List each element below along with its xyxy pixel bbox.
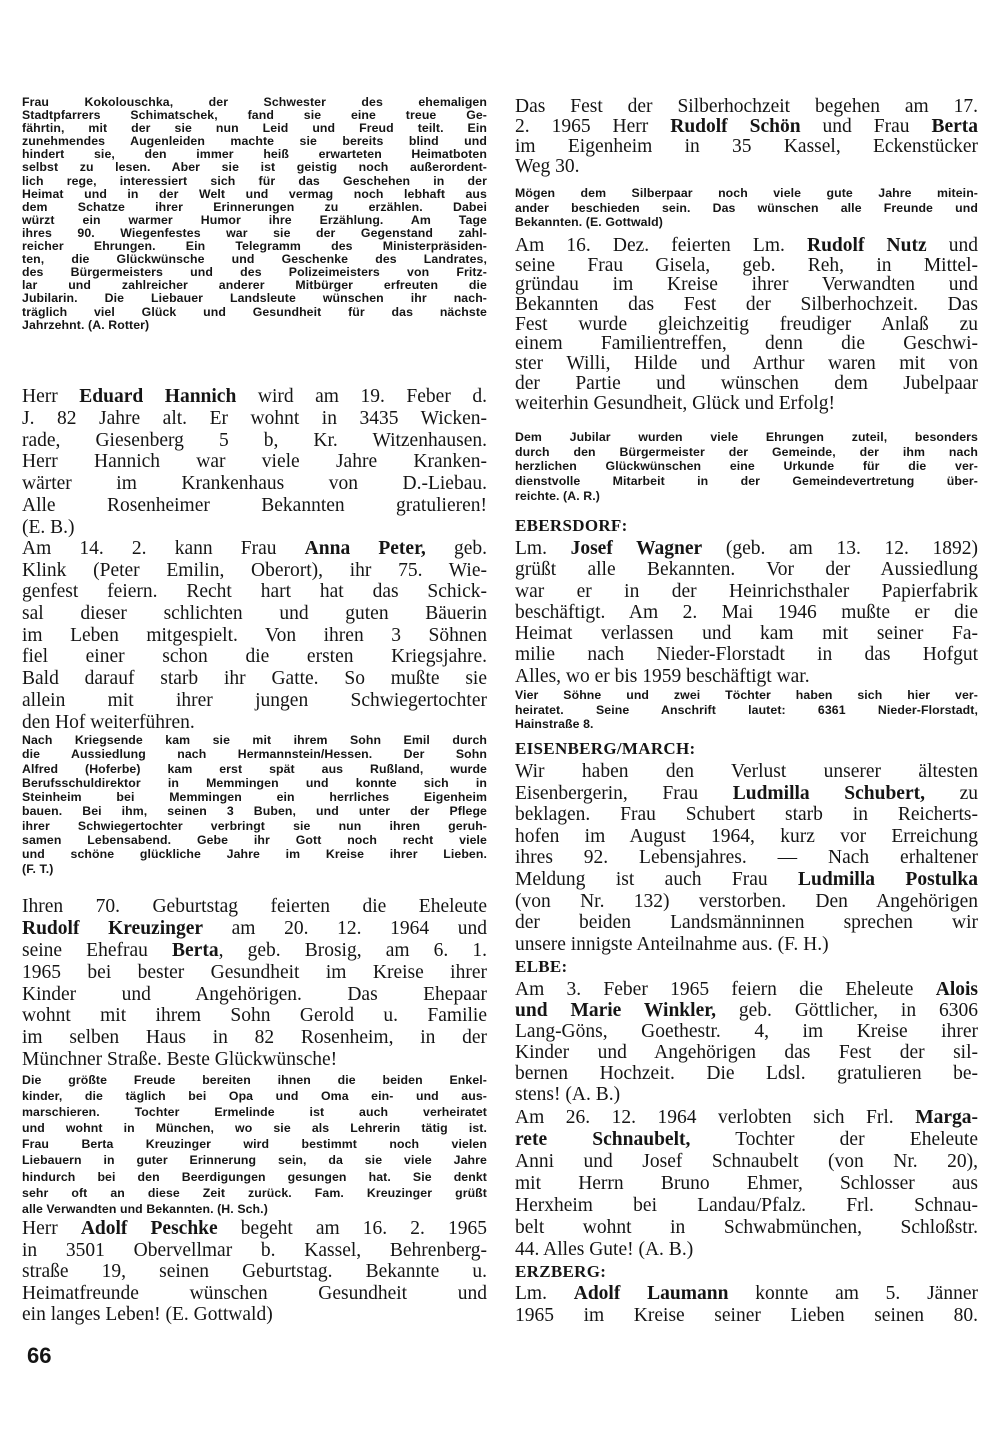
section-heading bbox=[515, 516, 978, 536]
text-line bbox=[22, 1185, 487, 1201]
text-segment: Herxheim bei Landau/Pfalz. Frl. Schnau- bbox=[515, 1195, 978, 1216]
text-segment: in 3501 Obervellmar b. Kassel, Behrenberg- bbox=[22, 1239, 487, 1261]
name-highlight: rete Schnaubelt, bbox=[515, 1129, 691, 1150]
text-segment: Liebauern in guter Erinnerung sein, da sie viele Jahre bbox=[22, 1153, 487, 1168]
text-segment: beklagen. Frau Schubert starb in Reicherts- bbox=[515, 804, 978, 826]
text-segment: weiterhin Gesundheit, Glück und Erfolg! bbox=[515, 392, 836, 414]
text-line bbox=[22, 1304, 487, 1326]
text-line bbox=[22, 603, 487, 625]
text-line bbox=[515, 1021, 978, 1042]
text-line bbox=[515, 516, 978, 536]
text-segment: die Aussiedlung nach Hermannstein/Hessen. Der Sohn bbox=[22, 747, 487, 762]
text-segment: des Bürgermeisters und des Polizeimeisters von Fritz- bbox=[22, 265, 487, 280]
text-segment: selbst zu lesen. Aber sie ist geistig noch außerordent- bbox=[22, 160, 487, 175]
text-segment: heiratet. Seine Anschrift lautet: 6361 Nieder-Florstadt, bbox=[515, 702, 978, 717]
text-line bbox=[22, 804, 487, 818]
text-segment: dienstvolle Mitarbeit in der Gemeindevertretung über- bbox=[515, 474, 978, 489]
text-line bbox=[515, 1283, 978, 1305]
text-segment: war er in der Heinrichsthaler Papierfabrik bbox=[515, 580, 978, 602]
text-segment: Am 26. 12. 1964 verlobten sich Frl. bbox=[515, 1107, 916, 1128]
text-line bbox=[22, 862, 487, 876]
text-line bbox=[515, 623, 978, 644]
text-segment: Kinder und Angehörigen. Das Ehepaar bbox=[22, 983, 487, 1005]
text-segment: (geb. am 13. 12. 1892) bbox=[702, 538, 978, 559]
text-segment: und Frau bbox=[800, 116, 932, 137]
text-segment: Bekannten das Fest der Silberhochzeit. Das bbox=[515, 294, 978, 316]
text-line bbox=[515, 1173, 978, 1195]
text-line bbox=[515, 717, 978, 732]
text-line bbox=[22, 733, 487, 747]
text-segment: der beiden Landsmänninnen sprechen wir bbox=[515, 912, 978, 934]
text-line bbox=[515, 1129, 978, 1151]
article-paragraph bbox=[515, 1107, 978, 1261]
text-segment: (von Nr. 132) verstorben. Den Angehörigen bbox=[515, 890, 978, 912]
text-segment: (E. B.) bbox=[22, 516, 75, 538]
text-line bbox=[22, 1261, 487, 1283]
article-paragraph bbox=[515, 538, 978, 687]
section-heading bbox=[515, 957, 978, 977]
text-segment: wärter im Krankenhaus von D.-Liebau. bbox=[22, 473, 487, 495]
text-segment: Bald darauf starb ihr Gatte. So mußte sie bbox=[22, 668, 487, 690]
text-segment: im Eigenheim in 35 Kassel, Eckenstücker bbox=[515, 136, 978, 157]
text-segment: den Hof weiterführen. bbox=[22, 711, 195, 733]
text-segment: begeht am 16. 2. 1965 bbox=[217, 1218, 487, 1239]
text-line bbox=[22, 495, 487, 517]
text-segment: gründau im Kreise ihrer Verwandten und bbox=[515, 274, 978, 296]
text-segment: Am 14. 2. kann Frau bbox=[22, 538, 305, 559]
text-line bbox=[22, 790, 487, 804]
text-segment: Vier Söhne und zwei Töchter haben sich hier ver- bbox=[515, 688, 978, 702]
text-segment: Klink (Peter Emilin, Oberort), ihr 75. Wie- bbox=[22, 559, 487, 581]
text-line bbox=[22, 962, 487, 984]
text-line bbox=[22, 473, 487, 495]
text-segment: ihres 90. Wiegenfestes war sie der Gegenstand zahl- bbox=[22, 225, 487, 240]
text-segment: träglich viel Glück und Gesundheit für das nächste bbox=[22, 304, 487, 319]
name-highlight: Adolf Laumann bbox=[573, 1283, 729, 1304]
name-highlight: Rudolf Nutz bbox=[807, 235, 927, 256]
text-segment: Jahrzehnt. (A. Rotter) bbox=[22, 317, 150, 332]
text-segment: Mögen dem Silberpaar noch viele gute Jahre mitein- bbox=[515, 186, 978, 200]
text-segment: Herr bbox=[22, 386, 80, 407]
text-line bbox=[515, 1305, 978, 1327]
text-line bbox=[22, 747, 487, 761]
text-segment: Heimat und in der Welt und vermag noch lebhaft aus bbox=[22, 186, 487, 201]
text-line bbox=[515, 602, 978, 623]
article-paragraph bbox=[515, 236, 978, 413]
text-segment: konnte am 5. Jänner bbox=[728, 1283, 978, 1304]
text-segment: Stadtpfarrers Schimatschek, fand sie eine treue Ge- bbox=[22, 108, 487, 123]
name-highlight: Berta bbox=[172, 939, 219, 961]
text-segment: , geb. Brosig, am 6. 1. bbox=[218, 939, 488, 961]
name-highlight: Alois bbox=[935, 979, 978, 1000]
text-segment: grüßt alle Bekannten. Vor der Aussiedlung bbox=[515, 559, 978, 581]
text-segment: einem Familientreffen, denn die Geschwi- bbox=[515, 333, 978, 355]
text-segment: Lang-Göns, Goethestr. 4, im Kreise ihrer bbox=[515, 1021, 978, 1042]
text-segment: samen Lebensabend. Gebe ihr Gott noch recht viele bbox=[22, 833, 487, 848]
text-segment: Dem Jubilar wurden viele Ehrungen zuteil, besonders bbox=[515, 430, 978, 444]
text-segment: Heimatfreunde wünschen Gesundheit und bbox=[22, 1282, 487, 1304]
text-line bbox=[515, 459, 978, 474]
text-line bbox=[22, 1283, 487, 1305]
text-line bbox=[515, 891, 978, 913]
article-paragraph bbox=[515, 761, 978, 955]
text-segment: 2. 1965 Herr bbox=[515, 116, 671, 137]
text-line bbox=[515, 315, 978, 335]
article-paragraph bbox=[22, 1218, 487, 1326]
text-segment: wird am 19. Feber d. bbox=[236, 386, 488, 407]
text-line bbox=[515, 1239, 978, 1261]
text-segment: seine Ehefrau bbox=[22, 939, 173, 961]
text-line bbox=[22, 538, 487, 560]
text-segment: hofen im August 1964, kurz vor Erreichung bbox=[515, 825, 978, 847]
text-line bbox=[515, 445, 978, 460]
name-highlight: Adolf Peschke bbox=[80, 1218, 218, 1239]
name-highlight: Rudolf Schön bbox=[670, 116, 801, 137]
text-line bbox=[515, 201, 978, 216]
note-paragraph bbox=[515, 430, 978, 503]
text-segment: J. 82 Jahre alt. Er wohnt in 3435 Wicken- bbox=[22, 407, 487, 429]
text-segment: Jubilarin. Die Liebauer Landsleute wünschen ihr nach- bbox=[22, 291, 487, 306]
text-segment: geb. bbox=[425, 538, 487, 559]
text-segment: Frau Berta Kreuzinger wird bestimmt noch vielen bbox=[22, 1137, 487, 1152]
text-segment: reicher Ehrungen. Ein Telegramm des Ministerpräsiden- bbox=[22, 239, 487, 254]
text-line bbox=[22, 847, 487, 861]
text-segment: fiel einer schon die ersten Kriegsjahre. bbox=[22, 646, 487, 668]
text-segment: unsere innigste Anteilnahme aus. (F. H.) bbox=[515, 933, 829, 955]
section-heading bbox=[515, 1262, 978, 1282]
text-line bbox=[515, 354, 978, 374]
text-segment: Wir haben den Verlust unserer ältesten bbox=[515, 761, 978, 782]
text-segment: Nach Kriegsende kam sie mit ihrem Sohn Emil durch bbox=[22, 733, 487, 747]
text-line bbox=[515, 394, 978, 414]
text-segment: straße 19, seinen Geburtstag. Bekannte u. bbox=[22, 1261, 487, 1282]
article-paragraph bbox=[515, 97, 978, 177]
note-paragraph bbox=[22, 96, 487, 332]
text-line bbox=[515, 117, 978, 137]
text-line bbox=[22, 1120, 487, 1136]
text-line bbox=[22, 918, 487, 940]
text-segment: im Leben mitgespielt. Von ihren 3 Söhnen bbox=[22, 624, 487, 646]
text-line bbox=[22, 1169, 487, 1185]
text-segment: Das Fest der Silberhochzeit begehen am 17. bbox=[515, 96, 978, 117]
text-line bbox=[515, 912, 978, 934]
text-segment: Weg 30. bbox=[515, 156, 580, 177]
text-segment: belt wohnt in Schwabmünchen, Schloßstr. bbox=[515, 1217, 978, 1238]
text-segment: ten, die Glückwünsche und Geschenke des Landrates, bbox=[22, 252, 487, 267]
note-paragraph bbox=[22, 733, 487, 876]
text-line bbox=[515, 1063, 978, 1084]
article-paragraph bbox=[22, 896, 487, 1071]
text-line bbox=[22, 319, 487, 332]
text-segment: Alle Rosenheimer Bekannten gratulieren! bbox=[22, 494, 487, 516]
note-paragraph bbox=[515, 186, 978, 230]
text-segment: am 20. 12. 1964 und bbox=[203, 917, 487, 939]
text-line bbox=[515, 215, 978, 230]
text-segment: ein langes Leben! (E. Gottwald) bbox=[22, 1304, 273, 1325]
text-segment: (F. T.) bbox=[22, 861, 54, 876]
text-segment: alle Verwandten und Bekannten. (H. Sch.) bbox=[22, 1201, 268, 1216]
page-number: 66 bbox=[27, 1343, 52, 1368]
article-paragraph bbox=[22, 538, 487, 733]
text-line bbox=[22, 560, 487, 582]
text-line bbox=[515, 489, 978, 504]
text-line bbox=[515, 957, 978, 977]
text-line bbox=[515, 581, 978, 602]
text-segment: und bbox=[926, 235, 979, 256]
text-segment: Alfred (Hoferbe) kam erst spät aus Rußland, wurde bbox=[22, 761, 487, 776]
text-line bbox=[515, 1000, 978, 1021]
text-segment: Ihren 70. Geburtstag feierten die Eheleute bbox=[22, 896, 487, 917]
text-segment: Lm. bbox=[515, 538, 571, 559]
text-line bbox=[515, 334, 978, 354]
text-line bbox=[515, 186, 978, 201]
text-line bbox=[515, 137, 978, 157]
text-segment: marschieren. Tochter Ermelinde ist auch verheiratet bbox=[22, 1105, 487, 1120]
text-line bbox=[515, 374, 978, 394]
text-line bbox=[22, 896, 487, 918]
text-segment: hindurch bei den Beerdigungen gesungen hat. Sie denkt bbox=[22, 1169, 487, 1184]
text-segment: Fest wurde gleichzeitig freudiger Anlaß zu bbox=[515, 313, 978, 335]
text-segment: Am 16. Dez. feierten Lm. bbox=[515, 235, 807, 256]
text-segment: ander beschieden sein. Das wünschen alle Freunde und bbox=[515, 200, 978, 215]
text-segment: seine Frau Gisela, geb. Reh, in Mittel- bbox=[515, 254, 978, 276]
text-line bbox=[515, 1217, 978, 1239]
text-line bbox=[22, 1218, 487, 1240]
name-highlight: Eduard Hannich bbox=[79, 386, 237, 407]
text-line bbox=[515, 804, 978, 826]
text-segment: zu bbox=[924, 782, 978, 804]
text-line bbox=[22, 1027, 487, 1049]
text-line bbox=[515, 703, 978, 718]
text-segment: stens! (A. B.) bbox=[515, 1084, 621, 1105]
text-line bbox=[515, 97, 978, 117]
name-highlight: Ludmilla Postulka bbox=[798, 868, 979, 890]
name-highlight: Berta bbox=[931, 116, 979, 137]
text-line bbox=[515, 688, 978, 703]
text-line bbox=[22, 386, 487, 408]
text-segment: ster Willi, Hilde und Arthur waren mit von bbox=[515, 353, 978, 375]
text-segment: dem Schatze ihrer Erinnerungen zu erzählen. Dabei bbox=[22, 199, 487, 214]
text-segment: und wohnt in München, wo sie als Lehrerin tätig ist. bbox=[22, 1121, 487, 1136]
text-line bbox=[22, 762, 487, 776]
text-line bbox=[515, 739, 978, 759]
section-heading bbox=[515, 739, 978, 759]
text-line bbox=[515, 256, 978, 276]
text-segment: reichte. (A. R.) bbox=[515, 488, 600, 503]
text-line bbox=[515, 474, 978, 489]
text-line bbox=[22, 517, 487, 539]
text-segment: Tochter der Eheleute bbox=[690, 1129, 978, 1150]
text-line bbox=[22, 1201, 487, 1217]
text-segment: lar und zahlreicher anderer Mitbürger erfreuten die bbox=[22, 278, 487, 293]
text-line bbox=[515, 157, 978, 177]
article-paragraph bbox=[22, 386, 487, 539]
article-paragraph bbox=[515, 979, 978, 1105]
text-line bbox=[22, 408, 487, 430]
text-line bbox=[515, 236, 978, 256]
text-line bbox=[515, 847, 978, 869]
text-segment: wohnt mit ihrem Sohn Gerold u. Familie bbox=[22, 1005, 487, 1027]
text-line bbox=[515, 295, 978, 315]
text-segment: im selben Haus in 82 Rosenheim, in der bbox=[22, 1027, 487, 1049]
article-paragraph bbox=[515, 1283, 978, 1327]
text-line bbox=[22, 1049, 487, 1071]
text-segment: und schöne glückliche Jahre im Kreise ihrer Lieben. bbox=[22, 847, 487, 862]
text-segment: Heimat verlassen und kam mit seiner Fa- bbox=[515, 623, 978, 645]
text-segment: EISENBERG/MARCH: bbox=[515, 739, 696, 758]
text-line bbox=[515, 538, 978, 559]
text-segment: hindert sie, den immer heiß erwarteten Heimatboten bbox=[22, 147, 487, 162]
text-segment: genfest feiern. Recht hart hat das Schick- bbox=[22, 581, 487, 603]
text-segment: milie nach Nieder-Florstadt in das Hofgut bbox=[515, 644, 978, 666]
text-segment: ERZBERG: bbox=[515, 1262, 607, 1281]
name-highlight: Marga- bbox=[915, 1107, 978, 1128]
text-line bbox=[22, 430, 487, 452]
text-segment: herzlichen Glückwünschen eine Urkunde für die ver- bbox=[515, 459, 978, 474]
text-line bbox=[22, 1152, 487, 1168]
text-line bbox=[22, 1104, 487, 1120]
text-line bbox=[515, 979, 978, 1000]
text-line bbox=[22, 984, 487, 1006]
text-segment: ELBE: bbox=[515, 957, 568, 976]
text-line bbox=[515, 1042, 978, 1063]
text-line bbox=[515, 1262, 978, 1282]
text-segment: 44. Alles Gute! (A. B.) bbox=[515, 1239, 694, 1260]
text-segment: ihrer Schwiegertochter verbringt sie nun ihren geruh- bbox=[22, 818, 487, 833]
text-segment: Frau Kokolouschka, der Schwester des ehemaligen bbox=[22, 95, 487, 109]
text-line bbox=[22, 1240, 487, 1262]
text-segment: lich rege, interessiert sich für das Geschehen in der bbox=[22, 173, 487, 188]
text-line bbox=[515, 1195, 978, 1217]
name-highlight: und Marie Winkler, bbox=[515, 1000, 716, 1021]
text-line bbox=[22, 646, 487, 668]
text-segment: Hainstraße 8. bbox=[515, 717, 594, 731]
text-segment: ihres 92. Lebensjahres. — Nach erhaltener bbox=[515, 847, 978, 869]
text-line bbox=[515, 869, 978, 891]
text-segment: Berufsschuldirektor in Memmingen und konnte sich in bbox=[22, 775, 487, 790]
text-line bbox=[515, 934, 978, 956]
text-segment: durch den Bürgermeister der Gemeinde, der ihm nach bbox=[515, 444, 978, 459]
text-line bbox=[515, 559, 978, 580]
text-segment: würzt ein warmer Humor ihre Erzählung. Am Tage bbox=[22, 212, 487, 227]
text-segment: geb. Göttlicher, in 6306 bbox=[715, 1000, 978, 1021]
text-segment: Am 3. Feber 1965 feiern die Eheleute bbox=[515, 979, 936, 1000]
text-line bbox=[515, 275, 978, 295]
text-segment: Herr Hannich war viele Jahre Kranken- bbox=[22, 451, 487, 473]
text-line bbox=[22, 1136, 487, 1152]
text-segment: Eisenbergerin, Frau bbox=[515, 782, 733, 804]
note-paragraph bbox=[515, 688, 978, 732]
text-line bbox=[515, 1151, 978, 1173]
text-line bbox=[515, 644, 978, 665]
text-segment: EBERSDORF: bbox=[515, 516, 628, 535]
text-line bbox=[515, 1107, 978, 1129]
name-highlight: Josef Wagner bbox=[570, 538, 703, 559]
text-line bbox=[22, 776, 487, 790]
name-highlight: Anna Peter, bbox=[304, 538, 426, 559]
text-line bbox=[22, 833, 487, 847]
text-line bbox=[515, 783, 978, 805]
text-line bbox=[22, 940, 487, 962]
text-segment: Münchner Straße. Beste Glückwünsche! bbox=[22, 1049, 338, 1071]
text-segment: sehr oft an diese Zeit zurück. Fam. Kreuzinger grüßt bbox=[22, 1185, 487, 1200]
text-line bbox=[515, 761, 978, 783]
text-segment: Lm. bbox=[515, 1283, 574, 1304]
text-segment: kinder, die täglich bei Opa und Oma ein- und aus- bbox=[22, 1089, 487, 1104]
text-segment: Meldung ist auch Frau bbox=[515, 868, 799, 890]
text-segment: Herr bbox=[22, 1218, 81, 1239]
text-segment: zunehmendes Augenleiden machte sie bereits blind und bbox=[22, 134, 487, 149]
text-line bbox=[515, 666, 978, 687]
text-segment: Anni und Josef Schnaubelt (von Nr. 20), bbox=[515, 1151, 978, 1172]
text-line bbox=[515, 1084, 978, 1105]
text-segment: 1965 im Kreise seiner Lieben seinen 80. bbox=[515, 1305, 978, 1326]
text-segment: Bekannten. (E. Gottwald) bbox=[515, 215, 663, 229]
text-segment: Steinheim bei Memmingen ein herrliches Eigenheim bbox=[22, 790, 487, 805]
text-segment: beschäftigt. Am 2. Mai 1946 mußte er die bbox=[515, 601, 978, 623]
note-paragraph bbox=[22, 1072, 487, 1217]
text-line bbox=[22, 668, 487, 690]
text-line bbox=[515, 430, 978, 445]
text-line bbox=[22, 625, 487, 647]
text-segment: sal dieser schlichten und guten Bäuerin bbox=[22, 603, 487, 625]
text-line bbox=[22, 451, 487, 473]
name-highlight: Ludmilla Schubert, bbox=[732, 782, 925, 804]
text-segment: allein mit ihrer jungen Schwiegertochter bbox=[22, 689, 487, 711]
text-line bbox=[515, 826, 978, 848]
text-line bbox=[22, 690, 487, 712]
text-segment: 1965 bei bester Gesundheit im Kreise ihrer bbox=[22, 961, 487, 983]
text-segment: bauen. Bei ihm, seinen 3 Buben, und unter der Pflege bbox=[22, 804, 487, 819]
text-line bbox=[22, 819, 487, 833]
text-segment: rade, Giesenberg 5 b, Kr. Witzenhausen. bbox=[22, 429, 487, 451]
name-highlight: Rudolf Kreuzinger bbox=[22, 917, 204, 939]
text-segment: Alles, wo er bis 1959 beschäftigt war. bbox=[515, 665, 810, 687]
text-line bbox=[22, 1072, 487, 1088]
text-segment: Die größte Freude bereiten ihnen die beiden Enkel- bbox=[22, 1073, 487, 1087]
text-line bbox=[22, 1005, 487, 1027]
text-line bbox=[22, 1088, 487, 1104]
text-segment: fährtin, mit der sie nun Leid und Freud teilt. Ein bbox=[22, 121, 487, 136]
text-segment: mit Herrn Bruno Ehmer, Schlosser aus bbox=[515, 1173, 978, 1194]
text-line bbox=[22, 712, 487, 734]
text-segment: bernen Hochzeit. Die Ldsl. gratulieren be- bbox=[515, 1063, 978, 1084]
text-segment: der Partie und wünschen dem Jubelpaar bbox=[515, 372, 978, 394]
text-segment: Kinder und Angehörigen das Fest der sil- bbox=[515, 1042, 978, 1063]
text-line bbox=[22, 581, 487, 603]
